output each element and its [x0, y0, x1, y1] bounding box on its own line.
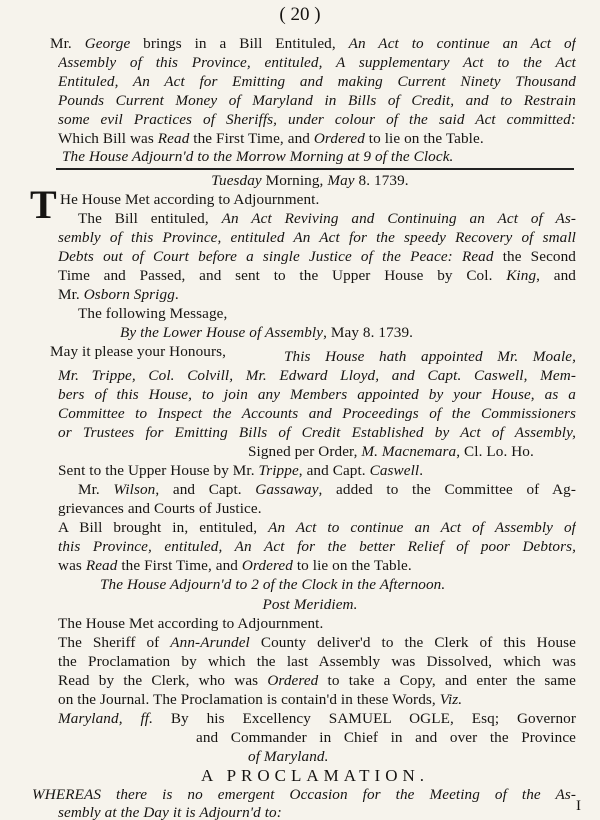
- text-line: Pounds Current Money of Maryland in Bills of Credit, and to Restrain: [58, 92, 576, 109]
- text-line: some evil Practices of Sheriffs, under colour of the said Act committed:: [58, 111, 576, 128]
- text-line: The following Message,: [78, 305, 228, 322]
- text-line: He House Met according to Adjournment.: [60, 191, 320, 208]
- section-divider: [56, 168, 574, 170]
- text-line: sembly of this Province, entituled An Act for the speedy Recovery of small: [58, 229, 576, 246]
- text-line: the Proclamation by which the last Assembly was Dissolved, which was: [58, 653, 576, 670]
- text-line: grievances and Courts of Justice.: [58, 500, 262, 517]
- text-line: Assembly of this Province, entituled, A supplementary Act to the Act: [58, 54, 576, 71]
- date-heading: Tuesday Morning, May 8. 1739.: [211, 172, 409, 189]
- text-line: May it please your Honours,: [50, 343, 227, 360]
- text-line: The Sheriff of Ann-Arundel County deliver'd to the Clerk of this House: [58, 634, 576, 651]
- text-line: Debts out of Court before a single Justice of the Peace: Read the Second: [58, 248, 576, 265]
- text-line: this Province, entituled, An Act for the better Relief of poor Debtors,: [58, 538, 576, 555]
- text-line: Entituled, An Act for Emitting and making Current Ninety Thousand: [58, 73, 576, 90]
- drop-cap: T: [30, 182, 57, 227]
- text-line: bers of this House, to join any Members appointed by your House, as a: [58, 386, 576, 403]
- text-line: Which Bill was Read the First Time, and Ordered to lie on the Table.: [58, 130, 484, 147]
- text-line: The Bill entituled, An Act Reviving and Continuing an Act of As-: [78, 210, 576, 227]
- adjournment-line: The House Adjourn'd to 2 of the Clock in the Afternoon.: [100, 576, 446, 593]
- session-heading: Post Meridiem.: [262, 596, 358, 613]
- text-line: Signed per Order, M. Macnemara, Cl. Lo. Ho.: [248, 443, 534, 460]
- text-line: Mr. Trippe, Col. Colvill, Mr. Edward Lloyd, and Capt. Caswell, Mem-: [58, 367, 576, 384]
- text-line: WHEREAS there is no emergent Occasion for the Meeting of the As-: [32, 786, 576, 803]
- text-line: Sent to the Upper House by Mr. Trippe, and Capt. Caswell.: [58, 462, 424, 479]
- text-line: Read by the Clerk, who was Ordered to take a Copy, and enter the same: [58, 672, 576, 689]
- signature-mark: I: [576, 798, 581, 814]
- proclamation-heading: A PROCLAMATION.: [200, 767, 430, 784]
- text-line: This House hath appointed Mr. Moale,: [284, 348, 576, 365]
- page-number: ( 20 ): [279, 4, 321, 25]
- text-line: was Read the First Time, and Ordered to lie on the Table.: [58, 557, 412, 574]
- adjournment-line: The House Adjourn'd to the Morrow Morning at 9 of the Clock.: [62, 148, 454, 165]
- text-line: on the Journal. The Proclamation is contain'd in these Words, Viz.: [58, 691, 463, 708]
- text-line: A Bill brought in, entituled, An Act to continue an Act of Assembly of: [58, 519, 576, 536]
- text-line: Mr. George brings in a Bill Entituled, An Act to continue an Act of: [50, 35, 576, 52]
- text-line: Maryland, ff. By his Excellency SAMUEL OGLE, Esq; Governor: [58, 710, 576, 727]
- text-line: of Maryland.: [248, 748, 329, 765]
- text-line: and Commander in Chief in and over the Province: [196, 729, 576, 746]
- text-line: Time and Passed, and sent to the Upper House by Col. King, and: [58, 267, 576, 284]
- text-line: Mr. Osborn Sprigg.: [58, 286, 179, 303]
- text-line: Mr. Wilson, and Capt. Gassaway, added to the Committee of Ag-: [78, 481, 576, 498]
- text-line: Committee to Inspect the Accounts and Proceedings of the Commissioners: [58, 405, 576, 422]
- text-line: or Trustees for Emitting Bills of Credit Established by Act of Assembly,: [58, 424, 576, 441]
- text-line: sembly at the Day it is Adjourn'd to:: [58, 804, 282, 820]
- text-line: The House Met according to Adjournment.: [58, 615, 324, 632]
- text-line: By the Lower House of Assembly, May 8. 1739.: [120, 324, 414, 341]
